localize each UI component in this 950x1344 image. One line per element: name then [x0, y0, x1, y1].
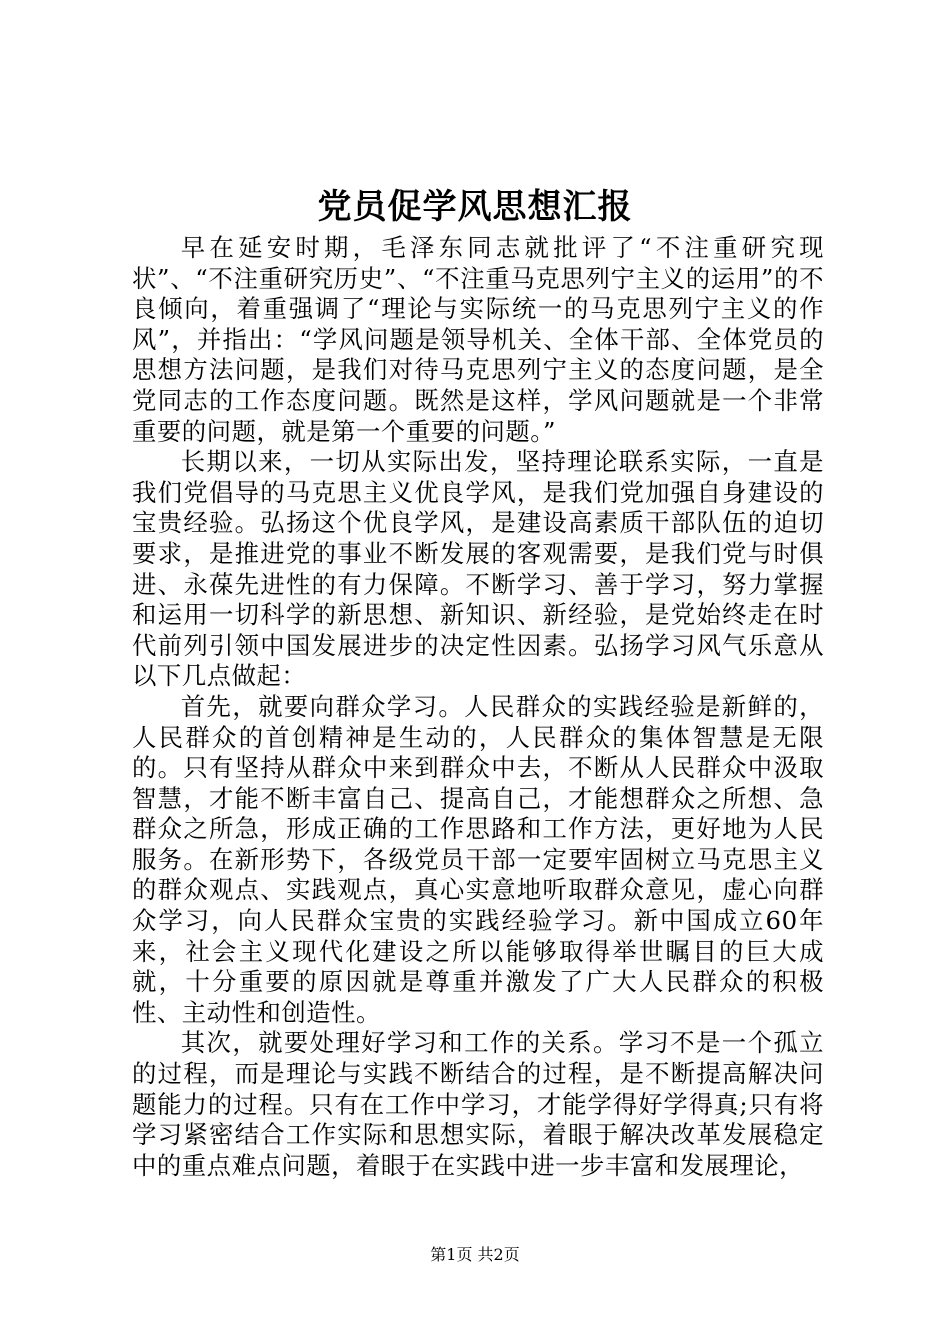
document-title: 党员促学风思想汇报	[317, 187, 633, 227]
paragraph-4: 其次，就要处理好学习和工作的关系。学习不是一个孤立的过程，而是理论与实践不断结合的过程，是不断提高解决问题能力的过程。只有在工作中学习，才能学得好学得真;只有将学习紧密结合工作实际和思想实际，着眼于解决改革发展稳定中的重点难点问题，着眼于在实践中进一步丰富和发展理论，	[132, 1028, 824, 1180]
page-number-footer: 第1页 共2页	[430, 1245, 520, 1264]
paragraph-2: 长期以来，一切从实际出发，坚持理论联系实际，一直是我们党倡导的马克思主义优良学风，是我们党加强自身建设的宝贵经验。弘扬这个优良学风，是建设高素质干部队伍的迫切要求，是推进党的事业不断发展的客观需要，是我们党与时俱进、永葆先进性的有力保障。不断学习、善于学习，努力掌握和运用一切科学的新思想、新知识、新经验，是党始终走在时代前列引领中国发展进步的决定性因素。弘扬学习风气乐意从以下几点做起：	[132, 447, 824, 691]
paragraph-3: 首先，就要向群众学习。人民群众的实践经验是新鲜的，人民群众的首创精神是生动的，人民群众的集体智慧是无限的。只有坚持从群众中来到群众中去，不断从人民群众中汲取智慧，才能不断丰富自己、提高自己，才能想群众之所想、急群众之所急，形成正确的工作思路和工作方法，更好地为人民服务。在新形势下，各级党员干部一定要牢固树立马克思主义的群众观点、实践观点，真心实意地听取群众意见，虚心向群众学习，向人民群众宝贵的实践经验学习。新中国成立60年来，社会主义现代化建设之所以能够取得举世瞩目的巨大成就，十分重要的原因就是尊重并激发了广大人民群众的积极性、主动性和创造性。	[132, 691, 824, 1027]
paragraph-1: 早在延安时期，毛泽东同志就批评了“不注重研究现状”、“不注重研究历史”、“不注重马克思列宁主义的运用”的不良倾向，着重强调了“理论与实际统一的马克思列宁主义的作风”，并指出：“学风问题是领导机关、全体干部、全体党员的思想方法问题，是我们对待马克思列宁主义的态度问题，是全党同志的工作态度问题。既然是这样，学风问题就是一个非常重要的问题，就是第一个重要的问题。”	[132, 233, 824, 446]
document-body	[132, 233, 824, 1181]
